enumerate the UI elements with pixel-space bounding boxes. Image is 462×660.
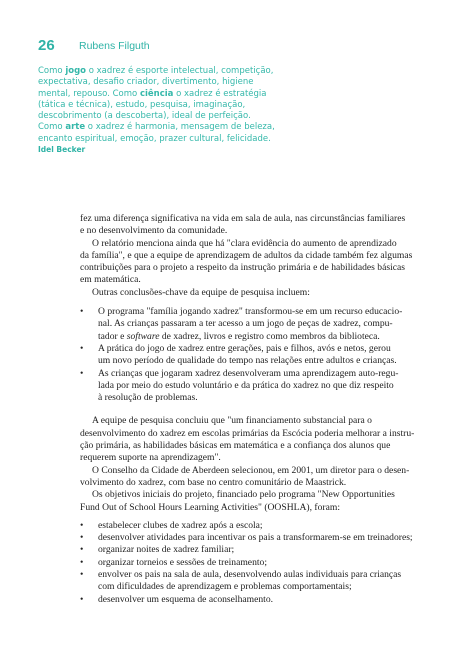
paragraph (80, 415, 420, 464)
bullet-icon: • (80, 367, 84, 379)
text-line: envolver os pais na sala de aula, desenvolvendo aulas individuais para crianças (98, 569, 402, 581)
text-line: Fund Out of School Hours Learning Activities" (OOSHLA), foram: (80, 501, 340, 513)
findings-list (80, 306, 420, 404)
text-line: O Conselho da Cidade de Aberdeen selecionou, em 2001, um diretor para o desen- (92, 464, 410, 476)
epigraph-keyword: ciência (139, 88, 174, 99)
text-line: um novo período de qualidade do tempo nas relações entre adultos e crianças. (98, 355, 397, 367)
bullet-icon: • (80, 306, 84, 318)
paragraph (80, 287, 420, 299)
bullet-icon: • (80, 556, 84, 568)
objectives-list (80, 520, 420, 606)
text-line: ção primária, as habilidades básicas em matemática e a confiança dos alunos que (80, 440, 391, 452)
epigraph-run: encanto espiritual, emoção, prazer cultural, felicidade. (38, 133, 271, 144)
epigraph (38, 66, 338, 155)
list-item (80, 520, 420, 532)
text-line: e no desenvolvimento da comunidade. (80, 225, 228, 237)
text-line: organizar torneios e sessões de treinamento; (98, 556, 267, 568)
epigraph-run: Como (38, 66, 66, 76)
list-item (80, 532, 420, 544)
text-line: nal. As crianças passaram a ter acesso a um jogo de peças de xadrez, compu- (98, 318, 393, 330)
paragraph (80, 465, 420, 490)
list-item (80, 557, 420, 569)
paragraph (80, 238, 420, 287)
paragraph-spacer (80, 299, 420, 306)
text-line: requerem suporte na aprendizagem". (80, 452, 221, 464)
epigraph-run: (tática e técnica), estudo, pesquisa, imaginação, (38, 99, 246, 110)
epigraph-run: o xadrez é estratégia (173, 88, 267, 99)
list-item (80, 306, 420, 343)
list-item (80, 569, 420, 594)
epigraph-run: o xadrez é harmonia, mensagem de beleza, (85, 122, 275, 133)
epigraph-line (38, 111, 338, 122)
text-line: tador e software de xadrez, livros e registro como membros da biblioteca. (98, 330, 380, 342)
text-line: organizar noites de xadrez familiar; (98, 544, 235, 556)
text-line: estabelecer clubes de xadrez após a escola; (98, 519, 263, 531)
text-line: com dificuldades de aprendizagem e problemas comportamentais; (98, 581, 352, 593)
epigraph-run: Como (38, 122, 66, 133)
text-line: O relatório menciona ainda que há "clara evidência do aumento de aprendizado (92, 237, 397, 249)
page-number: 26 (38, 37, 55, 54)
epigraph-line (38, 89, 338, 100)
bullet-icon: • (80, 544, 84, 556)
epigraph-keyword: jogo (65, 66, 87, 76)
bullet-icon: • (80, 342, 84, 354)
epigraph-run: expectativa, desafio criador, divertimento, higiene (38, 77, 254, 88)
epigraph-run: descobrimento (a descoberta), ideal de perfeição. (38, 111, 251, 122)
text-line: A equipe de pesquisa concluiu que "um financiamento substancial para o (92, 415, 372, 427)
epigraph-line (38, 122, 338, 133)
paragraph-spacer (80, 404, 420, 415)
text-line: à resolução de problemas. (98, 392, 198, 404)
bullet-icon: • (80, 532, 84, 544)
epigraph-line (38, 77, 338, 88)
epigraph-attribution: Idel Becker (38, 145, 86, 155)
emphasis: software (126, 330, 160, 342)
text-line: desenvolvimento do xadrez em escolas primárias da Escócia poderia melhorar a instru- (80, 427, 415, 439)
epigraph-line (38, 100, 338, 111)
text-line: volvimento do xadrez, com base no centro comunitário de Maastrick. (80, 476, 347, 488)
bullet-icon: • (80, 593, 84, 605)
paragraph (80, 213, 420, 238)
text-line: As crianças que jogaram xadrez desenvolveram uma aprendizagem auto-regu- (98, 367, 399, 379)
text-line: O programa "família jogando xadrez" transformou-se em um recurso educacio- (98, 306, 403, 318)
paragraph (80, 489, 420, 514)
list-item (80, 368, 420, 405)
text-line: fez uma diferença significativa na vida em sala de aula, nas circunstâncias familiares (80, 213, 406, 224)
bullet-icon: • (80, 569, 84, 581)
text-line: Outras conclusões-chave da equipe de pesquisa incluem: (92, 286, 310, 298)
text-line: da família", e que a equipe de aprendizagem de adultos da cidade também fez algumas (80, 249, 413, 261)
list-item (80, 343, 420, 368)
text-line: desenvolver atividades para incentivar os pais a transformarem-se em treinadores; (98, 532, 413, 544)
epigraph-run: mental, repouso. Como (38, 88, 140, 99)
text-line: lada por meio do estudo voluntário e da prática do xadrez no que diz respeito (98, 379, 394, 391)
running-head-author: Rubens Filguth (79, 40, 150, 52)
bullet-icon: • (80, 519, 84, 531)
text-line: contribuições para o projeto a respeito da instrução primária e de habilidades básicas (80, 262, 405, 274)
epigraph-line (38, 66, 338, 77)
body-text (80, 213, 420, 606)
text-line: em matemática. (80, 274, 141, 286)
epigraph-run: o xadrez é esporte intelectual, competição, (86, 66, 274, 76)
text-line: A prática do jogo de xadrez entre gerações, pais e filhos, avós e netos, gerou (98, 342, 391, 354)
list-item (80, 594, 420, 606)
epigraph-text (38, 66, 338, 145)
epigraph-keyword: arte (65, 122, 86, 133)
text-line: desenvolver um esquema de aconselhamento. (98, 593, 274, 605)
text-line: Os objetivos iniciais do projeto, financiado pelo programa "New Opportunities (92, 489, 395, 501)
list-item (80, 544, 420, 556)
epigraph-line (38, 134, 338, 145)
